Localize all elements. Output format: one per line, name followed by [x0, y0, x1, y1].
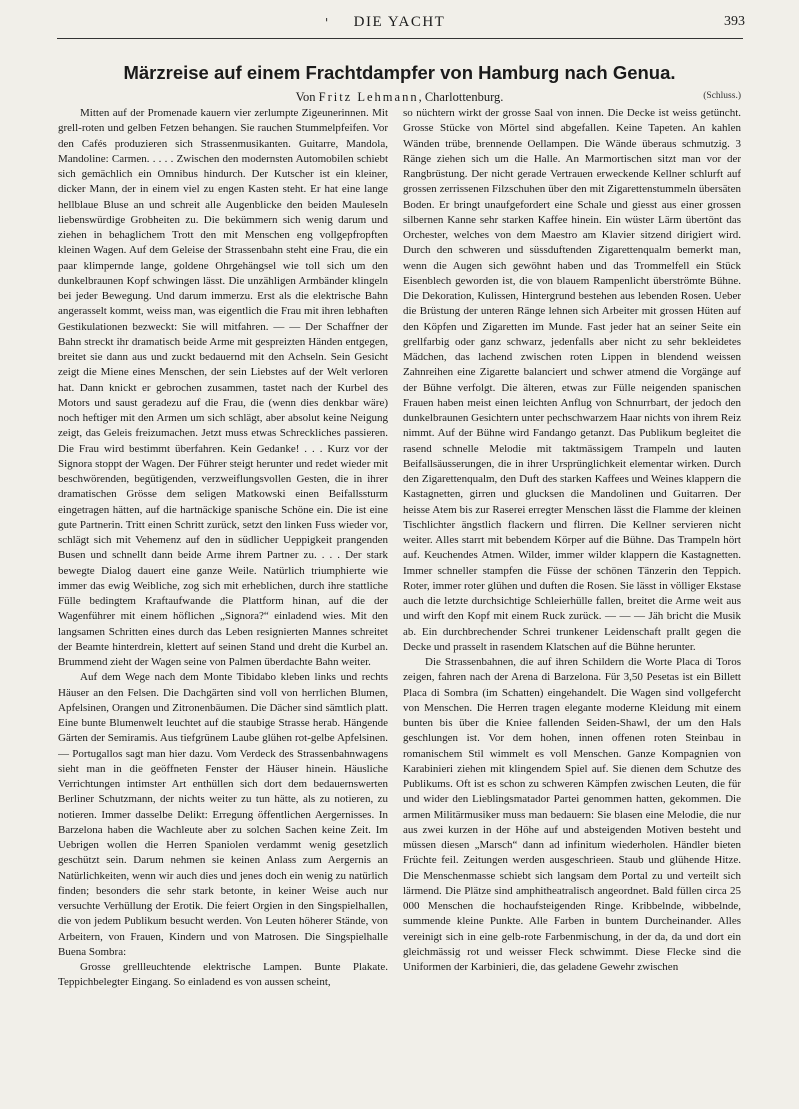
left-column — [58, 106, 388, 1085]
byline — [0, 90, 799, 105]
margin-mark: ' — [325, 16, 329, 30]
byline-prefix: Von — [295, 90, 319, 104]
page-number: 393 — [724, 14, 745, 29]
paragraph: Grosse grellleuchtende elektrische Lampen. Bunte Plakate. Teppichbelegter Eingang. So einladend es von aussen scheint, — [58, 961, 388, 989]
journal-title: DIE YACHT — [353, 14, 446, 30]
running-head — [0, 12, 799, 36]
article-title: Märzreise auf einem Frachtdampfer von Hamburg nach Genua. — [123, 62, 676, 83]
continuation-note: (Schluss.) — [703, 91, 741, 101]
paragraph: Mitten auf der Promenade kauern vier zerlumpte Zigeunerinnen. Mit grell-roten und gelben Fetzen behangen. Sie rauchen Stummelpfeifen. Vor den Cafés produzieren sich Strassenmusikanten. Guitarre, Mandola, Mandoline: Carmen. . . . . Zwischen den modernsten Automobilen schiebt sich gemächlich ein Omnibus hindurch. Der Kutscher ist ein kleiner, dicker Mann, der in einem viel zu engen Kasten steht. Er hat eine lange hellblaue Bluse an und schreit alle Augenblicke den beiden Mauleseln liebenswürdige Grobheiten zu. Die bekümmern sich wenig darum und ziehen in behaglichem Trott den mit Menschen eng vollgepfropften kleinen Wagen. Auf dem Geleise der Strassenbahn steht eine Frau, die ein paar klimpernde lange, goldene Ohrgehängsel wie toll sich um den dunkelbraunen Kopf schwingen lässt. Die unzähligen Armbänder klingeln bei jeder Bewegung. Und darum immerzu. Erst als die elektrische Bahn angerasselt kommt, weiss man, was eigentlich die Frau mit ihren lebhaften Gestikulationen bezweckt: Sie will mitfahren. — — Der Schaffner der Bahn streckt ihr dramatisch beide Arme mit gespreizten Händen entgegen, breitet sie dann aus und zuckt bedauernd mit den Achseln. Sein Gesicht zeigt die Miene eines Menschen, der sein Liebstes auf der Welt verloren hat. Dann knickt er gebrochen zusammen, tastet nach der Kurbel des Motors und saust geradezu auf die Frau, die (wenn dies denkbar wäre) noch heftiger mit den Armen um sich schlägt, aber absolut keine Neigung zeigt, das Geleis freizumachen. Jetzt muss etwas Schreckliches passieren. Die Frau wird bestimmt überfahren. Kein Gedanke! . . . Kurz vor der Signora stoppt der Wagen. Der Führer steigt herunter und redet wieder mit beschwörenden, begütigenden, verzweiflungsvollen Gesten, die in ihrer dramatischen Grösse dem seligen Matkowski einen Beifallssturm eingetragen hätten, auf die hartnäckige spanische Schöne ein. Die ist eine gute Partnerin. Tritt einen Schritt zurück, setzt den linken Fuss wieder vor, schlägt sich mit Vehemenz auf den in südlicher Ueppigkeit prangenden Busen und schnellt dann beide Arme ihrem Partner zu. . . . Der stark bewegte Dialog dauert eine ganze Weile. Natürlich triumphierte wie immer das ewig Weibliche, zog sich mit erheblichen, durch ihre stattliche Fülle bedingtem Kraftaufwande die Plattform hinan, auf die der Wagenführer mit einem höflichen „Signora?“ einladend wies. Mit den langsamen Schritten eines durch das Leben resignierten Mannes schreitet der Beamte hinterdrein, klettert auf seinen Stand und dreht die Kurbel an. Brummend zieht der Wagen seine von Palmen überdachte Bahn weiter. — [58, 107, 388, 668]
paragraph: Auf dem Wege nach dem Monte Tibidabo kleben links und rechts Häuser an den Felsen. Die Dachgärten sind voll von herrlichen Blumen, Apfelsinen, Orangen und Zitronenbäumen. Die Dächer sind sämtlich platt. Eine bunte Blumenwelt leuchtet auf die staubige Strasse herab. Hängende Gärten der Semiramis. Aus tiefgrünem Laube glühen rot-gelbe Apfelsinen. — Portugallos sagt man hier dazu. Vom Verdeck des Strassenbahnwagens sieht man in die geöffneten Fenster der Häuser hinein. Häusliche Verrichtungen intimster Art enthüllen sich dort dem bedauernswerten Berliner Schutzmann, der nichts weiter zu tun hätte, als zu notieren, zu notieren. Immer dasselbe Delikt: Erregung öffentlichen Aergernisses. In Barzelona haben die Wachleute aber zu solchen Sachen keine Zeit. Im Uebrigen wollen die Herren Spaniolen verdammt wenig gesetzlich geschützt sein. Darum nehmen sie keinen Anlass zum Aergernis an Natürlichkeiten, wenn wir auch dies und jenes doch ein wenig zu natürlich finden; besonders die sehr stark betonte, in keiner Weise auch nur versuchte Verhüllung der Erotik. Die feiert Orgien in den Singspielhallen, die von jedem Publikum besucht werden. Von Leuten höherer Stände, von Arbeitern, von Frauen, Kindern und von Matrosen. Die Singspielhalle Buena Sombra: — [58, 671, 388, 958]
paragraph: Die Strassenbahnen, die auf ihren Schildern die Worte Placa di Toros zeigen, fahren nach der Arena di Barzelona. Für 3,50 Pesetas ist ein Billett Placa di Sombra (im Schatten) eingehandelt. Die Wagen sind vollgefercht von Menschen. Die Herren tragen elegante moderne Kleidung mit einem bunten bis über die Kniee fallenden Seiden-Shawl, der um den Hals geschlungen ist. Vor dem hohen, innen offenen roten Steinbau in romanischem Stil wimmelt es voll Menschen. Ganze Kompagnien von Karabinieri ziehen mit klingendem Spiel auf. Sie dienen dem Schutze des Publikums. Oft ist es schon zu schweren Kämpfen zwischen Leuten, die für und wider den Lieblingsmatador Partei genommen hatten, gekommen. Die armen Militärmusiker muss man bedauern: Sie blasen eine Melodie, die nur aus zwei kurzen in der Höhe auf und absteigenden Motiven besteht und müssen diesen „Marsch“ dann ad infinitum wiederholen. Händler bieten Früchte feil. Zeitungen werden ausgeschrieen. Staub und glühende Hitze. Die Menschenmasse schiebt sich langsam dem Portal zu und verteilt sich lärmend. Die Plätze sind amphitheatralisch angeordnet. Bald füllen circa 25 000 Menschen die hochaufsteigenden Ringe. Kribbelnde, wibbelnde, summende kleine Punkte. Alle Farben in buntem Durcheinander. Alles vereinigt sich in eine gelb-rote Farbenmischung, in der da, da und dort ein gleichmässig rot und weisser Fleck schwimmt. Diese Flecke sind die Uniformen der Karbinieri, die, das geladene Gewehr zwischen — [403, 656, 741, 973]
header-rule — [57, 38, 743, 39]
right-column — [403, 106, 741, 1085]
author-name: Fritz Lehmann — [318, 90, 419, 104]
byline-affiliation: , Charlottenburg. — [418, 90, 504, 104]
paragraph: so nüchtern wirkt der grosse Saal von innen. Die Decke ist weiss getüncht. Grosse Stücke von Mörtel sind abgefallen. Keine Tapeten. An kahlen Wänden trübe, brennende Oellampen. Die Wände überaus schmutzig. 3 Ränge ziehen sich um die Halle. An Marmortischen sitzt man vor der Rangbrüstung. Der nicht gerade Vertrauen erweckende Kellner schlurft auf grossen zerrissenen Filzschuhen über den mit Zigarettenstummeln übersäten Boden. Er bringt unaufgefordert eine Schale und giesst aus einer grossen silbernen Kanne sehr starken Kaffee hinein. Ein wüster Lärm übertönt das Orchester, welches von dem Maestro am Klavier sitzend dirigiert wird. Durch den schweren und süssduftenden Zigarettenqualm bemerkt man, wenn die Augen sich gewöhnt haben und das Trommelfell ein Stück Eisenblech geworden ist, die von blauem Rampenlicht überströmte Bühne. Die Dekoration, Kulissen, Hintergrund bestehen aus lebenden Rosen. Ueber die Brüstung der unteren Ränge lehnen sich Arbeiter mit grossen Hüten auf den Köpfen und Zigaretten im Munde. Fast jeder hat an seiner Seite ein grellfarbig oder ganz schwarz, jedenfalls aber nicht zu sehr bekleidetes Mädchen, das lachend zwischen roten Lippen in blendend weissen Zahnreihen eine Zigarette balanciert und schwer atmend die Vorgänge auf der Bühne verfolgt. Die älteren, etwas zur Fülle neigenden spanischen Frauen haben meist einen leichten Anflug von Schnurrbart, der jedoch den dunkelbraunen Gesichtern unter pechschwarzem Haar nichts von ihrem Reiz nimmt. Auf der Bühne wird Fandango getanzt. Das Publikum begleitet die rasend schnelle Melodie mit taktmässigem Trampeln und lauten Beifallsäusserungen, die in ihrer Ursprünglichkeit elementar wirken. Durch den Zigarettenqualm, den Duft des starken Kaffees und Weines klappern die Kastagnetten, girren und glucksen die Mandolinen und Guitarren. Der heisse Atem bis zur Raserei erregter Menschen lässt die Flamme der kleinen Tischlichter ängstlich flackern und flirren. Die Kellner servieren nicht weiter. Alles starrt mit bebendem Körper auf die Bühne. Das Trampeln hört auf. Keuchendes Atmen. Wilder, immer wilder klappern die Kastagnetten. Immer schneller stampfen die Füsse der schönen Tänzerin den Teppich. Roter, immer roter glühen und duften die Rosen. Sie lässt in völliger Ekstase auch die letzte durchsichtige Schleierhülle fallen, breitet die Arme weit aus und wirft den Kopf mit einem Ruck zurück. — — — Jäh bricht die Musik ab. Ein durchbrechender Schrei trunkener Leidenschaft prallt gegen die Decke und prasselt in rasendem Klatschen auf die Bühne herunter. — [403, 107, 741, 653]
